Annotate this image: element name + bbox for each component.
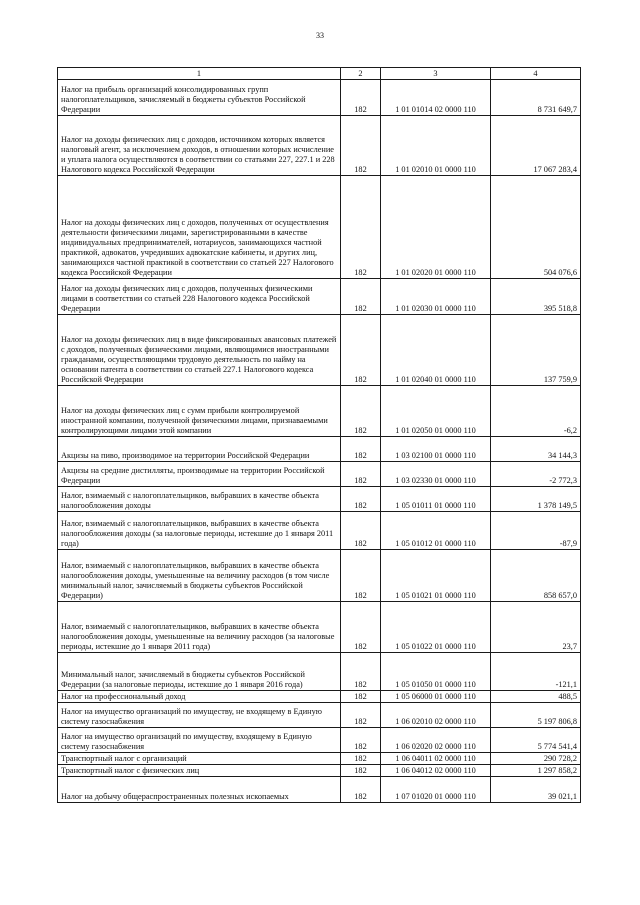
admin-code: 182 xyxy=(341,279,381,315)
amount: 395 518,8 xyxy=(491,279,581,315)
amount: 1 297 858,2 xyxy=(491,765,581,777)
admin-code: 182 xyxy=(341,487,381,512)
amount: 488,5 xyxy=(491,691,581,703)
budget-classification-code: 1 05 01021 01 0000 110 xyxy=(381,550,491,602)
budget-classification-code: 1 01 02030 01 0000 110 xyxy=(381,279,491,315)
admin-code: 182 xyxy=(341,691,381,703)
column-header-admin: 2 xyxy=(341,68,381,80)
amount: 8 731 649,7 xyxy=(491,80,581,116)
amount: -87,9 xyxy=(491,512,581,550)
revenue-name: Налог на доходы физических лиц с доходов, источником которых является налоговый агент, за исключением доходов, в отношении которых исчисление и уплата налога осуществляются в соответствии со статьями 227, 227.1 и 228 Налогового кодекса Российской Федерации xyxy=(58,116,341,176)
table-row xyxy=(58,176,581,279)
page-number: 33 xyxy=(316,31,324,40)
amount: 5 774 541,4 xyxy=(491,728,581,753)
table-row xyxy=(58,728,581,753)
amount: -6,2 xyxy=(491,386,581,437)
revenue-name: Налог, взимаемый с налогоплательщиков, выбравших в качестве объекта налогообложения доходы, уменьшенные на величину расходов (за налоговые периоды, истекшие до 1 января 2011 года) xyxy=(58,602,341,653)
revenue-name: Акцизы на средние дистилляты, производимые на территории Российской Федерации xyxy=(58,462,341,487)
table-row xyxy=(58,279,581,315)
revenue-name: Налог на доходы физических лиц с сумм прибыли контролируемой иностранной компании, полученной физическими лицами, признаваемыми контролирующими лицами этой компании xyxy=(58,386,341,437)
admin-code: 182 xyxy=(341,437,381,462)
amount: -2 772,3 xyxy=(491,462,581,487)
table-row xyxy=(58,691,581,703)
table-row xyxy=(58,487,581,512)
revenue-name: Налог, взимаемый с налогоплательщиков, выбравших в качестве объекта налогообложения доходы, уменьшенные на величину расходов (в том числе минимальный налог, зачисляемый в бюджеты субъектов Российской Федерации) xyxy=(58,550,341,602)
revenue-name: Налог на доходы физических лиц с доходов, полученных физическими лицами в соответствии со статьей 228 Налогового кодекса Российской Федерации xyxy=(58,279,341,315)
table-row xyxy=(58,777,581,803)
admin-code: 182 xyxy=(341,315,381,386)
column-header-amount: 4 xyxy=(491,68,581,80)
revenue-name: Налог на доходы физических лиц с доходов, полученных от осуществления деятельности физическими лицами, зарегистрированными в качестве индивидуальных предпринимателей, нотариусов, занимающихся частной практикой, адвокатов, учредивших адвокатские кабинеты, и других лиц, занимающихся частной практикой в соответствии со статьей 227 Налогового кодекса Российской Федерации xyxy=(58,176,341,279)
revenue-name: Налог на профессиональный доход xyxy=(58,691,341,703)
admin-code: 182 xyxy=(341,80,381,116)
admin-code: 182 xyxy=(341,602,381,653)
budget-classification-code: 1 05 01050 01 0000 110 xyxy=(381,653,491,691)
table-row xyxy=(58,80,581,116)
revenue-name: Налог на имущество организаций по имуществу, входящему в Единую систему газоснабжения xyxy=(58,728,341,753)
revenue-name: Транспортный налог с организаций xyxy=(58,753,341,765)
revenue-name: Налог на добычу общераспространенных полезных ископаемых xyxy=(58,777,341,803)
table-row xyxy=(58,116,581,176)
revenue-name: Транспортный налог с физических лиц xyxy=(58,765,341,777)
column-header-name: 1 xyxy=(58,68,341,80)
budget-classification-code: 1 07 01020 01 0000 110 xyxy=(381,777,491,803)
budget-classification-code: 1 03 02100 01 0000 110 xyxy=(381,437,491,462)
revenue-table xyxy=(57,67,581,803)
revenue-name: Акцизы на пиво, производимое на территории Российской Федерации xyxy=(58,437,341,462)
table-row xyxy=(58,437,581,462)
amount: 504 076,6 xyxy=(491,176,581,279)
budget-classification-code: 1 01 02010 01 0000 110 xyxy=(381,116,491,176)
revenue-name: Налог на доходы физических лиц в виде фиксированных авансовых платежей с доходов, полученных физическими лицами, являющимися иностранными гражданами, осуществляющими трудовую деятельность по найму на основании патента в соответствии со статьей 227.1 Налогового кодекса Российской Федерации xyxy=(58,315,341,386)
column-header-code: 3 xyxy=(381,68,491,80)
budget-classification-code: 1 03 02330 01 0000 110 xyxy=(381,462,491,487)
budget-classification-code: 1 06 04012 02 0000 110 xyxy=(381,765,491,777)
amount: 858 657,0 xyxy=(491,550,581,602)
admin-code: 182 xyxy=(341,550,381,602)
table-row xyxy=(58,550,581,602)
budget-classification-code: 1 05 01022 01 0000 110 xyxy=(381,602,491,653)
table-row xyxy=(58,462,581,487)
budget-classification-code: 1 06 02010 02 0000 110 xyxy=(381,703,491,728)
budget-classification-code: 1 01 02040 01 0000 110 xyxy=(381,315,491,386)
admin-code: 182 xyxy=(341,386,381,437)
amount: 137 759,9 xyxy=(491,315,581,386)
admin-code: 182 xyxy=(341,777,381,803)
table-row xyxy=(58,602,581,653)
admin-code: 182 xyxy=(341,116,381,176)
table-row xyxy=(58,315,581,386)
admin-code: 182 xyxy=(341,728,381,753)
budget-classification-code: 1 01 01014 02 0000 110 xyxy=(381,80,491,116)
table-row xyxy=(58,653,581,691)
admin-code: 182 xyxy=(341,462,381,487)
budget-classification-code: 1 01 02020 01 0000 110 xyxy=(381,176,491,279)
revenue-name: Налог на прибыль организаций консолидированных групп налогоплательщиков, зачисляемый в бюджеты субъектов Российской Федерации xyxy=(58,80,341,116)
revenue-name: Налог, взимаемый с налогоплательщиков, выбравших в качестве объекта налогообложения доходы xyxy=(58,487,341,512)
table-row xyxy=(58,512,581,550)
budget-classification-code: 1 05 01011 01 0000 110 xyxy=(381,487,491,512)
amount: 34 144,3 xyxy=(491,437,581,462)
amount: 39 021,1 xyxy=(491,777,581,803)
table-row xyxy=(58,386,581,437)
amount: -121,1 xyxy=(491,653,581,691)
admin-code: 182 xyxy=(341,512,381,550)
revenue-name: Налог на имущество организаций по имуществу, не входящему в Единую систему газоснабжения xyxy=(58,703,341,728)
budget-classification-code: 1 05 06000 01 0000 110 xyxy=(381,691,491,703)
table-row xyxy=(58,703,581,728)
table-header-row xyxy=(58,68,581,80)
amount: 23,7 xyxy=(491,602,581,653)
revenue-name: Налог, взимаемый с налогоплательщиков, выбравших в качестве объекта налогообложения доходы (за налоговые периоды, истекшие до 1 января 2011 года) xyxy=(58,512,341,550)
amount: 5 197 806,8 xyxy=(491,703,581,728)
admin-code: 182 xyxy=(341,653,381,691)
amount: 1 378 149,5 xyxy=(491,487,581,512)
amount: 290 728,2 xyxy=(491,753,581,765)
budget-classification-code: 1 05 01012 01 0000 110 xyxy=(381,512,491,550)
table-row xyxy=(58,765,581,777)
budget-classification-code: 1 06 02020 02 0000 110 xyxy=(381,728,491,753)
table-row xyxy=(58,753,581,765)
budget-classification-code: 1 01 02050 01 0000 110 xyxy=(381,386,491,437)
admin-code: 182 xyxy=(341,176,381,279)
amount: 17 067 283,4 xyxy=(491,116,581,176)
admin-code: 182 xyxy=(341,703,381,728)
revenue-name: Минимальный налог, зачисляемый в бюджеты субъектов Российской Федерации (за налоговые периоды, истекшие до 1 января 2016 года) xyxy=(58,653,341,691)
budget-classification-code: 1 06 04011 02 0000 110 xyxy=(381,753,491,765)
admin-code: 182 xyxy=(341,765,381,777)
admin-code: 182 xyxy=(341,753,381,765)
